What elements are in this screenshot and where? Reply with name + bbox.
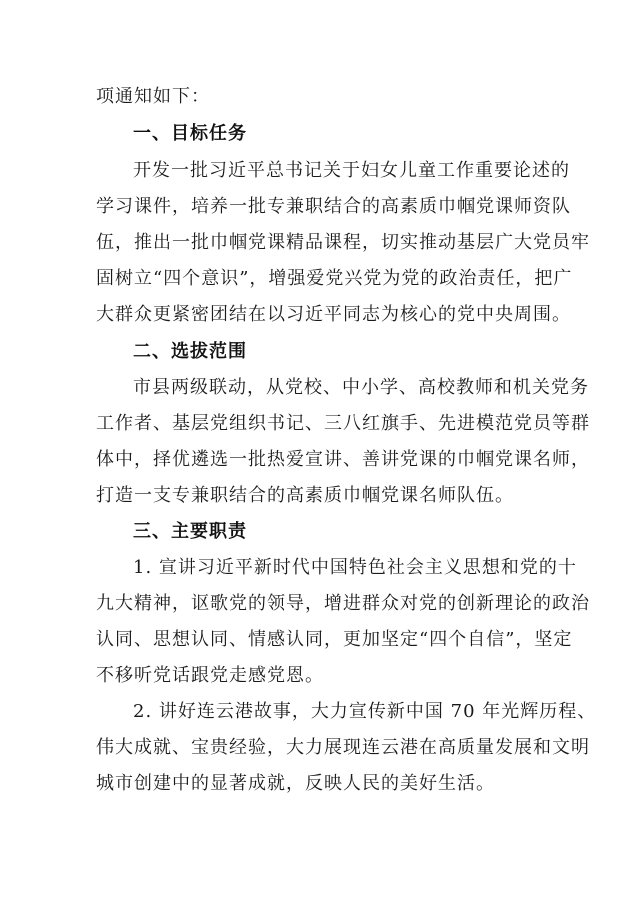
text-line: 认同、思想认同、情感认同，更加坚定“四个自信”，坚定 [96,629,573,650]
section-heading-scope: 二、选拔范围 [133,341,247,362]
text-line: 伍，推出一批巾帼党课精品课程，切实推动基层广大党员牢 [96,232,590,253]
text-line: 1. 宣讲习近平新时代中国特色社会主义思想和党的十 [133,557,577,578]
text-line: 项通知如下： [96,86,210,107]
text-line: 不移听党话跟党走感党恩。 [96,665,324,686]
text-line: 学习课件，培养一批专兼职结合的高素质巾帼党课师资队 [96,196,571,217]
text-line: 固树立“四个意识”，增强爱党兴党为党的政治责任，把广 [96,268,573,289]
text-line: 市县两级联动，从党校、中小学、高校教师和机关党务 [133,377,589,398]
section-heading-duties: 三、主要职责 [133,521,247,542]
text-line: 伟大成就、宝贵经验，大力展现连云港在高质量发展和文明 [96,737,590,758]
text-line: 2. 讲好连云港故事，大力宣传新中国 70 年光辉历程、 [133,701,597,722]
text-line: 工作者、基层党组织书记、三八红旗手、先进模范党员等群 [96,413,590,434]
text-line: 九大精神，讴歌党的领导，增进群众对党的创新理论的政治 [96,593,590,614]
text-line: 开发一批习近平总书记关于妇女儿童工作重要论述的 [133,160,570,181]
text-line: 体中，择优遴选一批热爱宣讲、善讲党课的巾帼党课名师， [96,449,590,470]
text-line: 打造一支专兼职结合的高素质巾帼党课名师队伍。 [96,485,514,506]
text-line: 城市创建中的显著成就，反映人民的美好生活。 [96,773,495,794]
section-heading-goals: 一、目标任务 [133,123,247,144]
text-line: 大群众更紧密团结在以习近平同志为核心的党中央周围。 [96,304,571,325]
